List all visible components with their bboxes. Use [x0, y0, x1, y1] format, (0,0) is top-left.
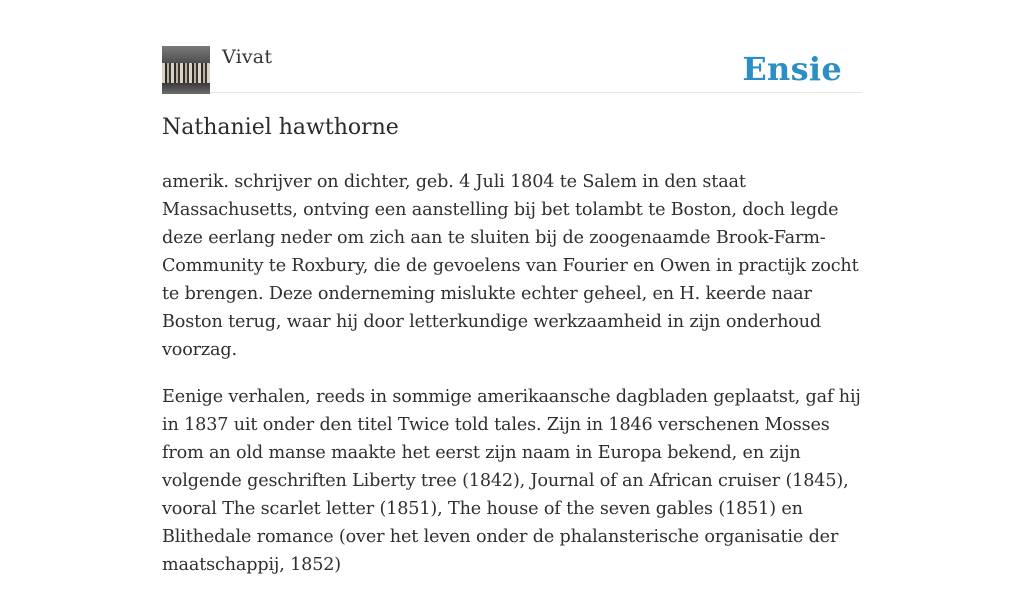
article-paragraph-1: amerik. schrijver on dichter, geb. 4 Juli 1804 te Salem in den staat Massachusetts, ontving een aanstelling bij bet tolambt te Boston, doch legde deze eerlang neder om zich aan te sluiten bij de zoogenaamde Brook-Farm-Community te Roxbury, die de gevoelens van Fourier en Owen in practijk zocht te brengen. Deze onderneming mislukte echter geheel, en H. keerde naar Boston terug, waar hij door letterkundige werkzaamheid in zijn onderhoud voorzag. — [162, 172, 859, 360]
article-title: Nathaniel hawthorne — [162, 115, 399, 140]
author-name[interactable]: Vivat — [222, 46, 273, 68]
article-body — [162, 168, 862, 598]
avatar-bookshelf-image — [162, 63, 210, 83]
article-paragraph-2: Eenige verhalen, reeds in sommige amerikaansche dagbladen geplaatst, gaf hij in 1837 uit onder den titel Twice told tales. Zijn in 1846 verschenen Mosses from an old manse maakte het eerst zijn naam in Europa bekend, en zijn volgende geschriften Liberty tree (1842), Journal of an African cruiser (1845), vooral The scarlet letter (1851), The house of the seven gables (1851) en Blithedale romance (over het leven onder de phalansterische organisatie der maatschappij, 1852) — [162, 387, 861, 575]
avatar-image-bottom — [162, 83, 210, 94]
author-avatar[interactable] — [162, 46, 210, 94]
site-header — [162, 46, 862, 93]
brand-logo[interactable]: Ensie — [742, 50, 842, 88]
avatar-image-top — [162, 46, 210, 63]
